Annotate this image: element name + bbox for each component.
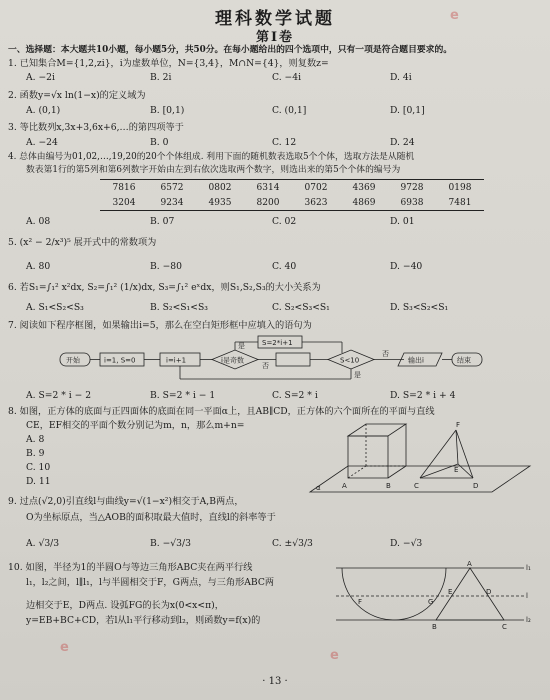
q8-stem-line1: 8. 如图，正方体的底面与正四面体的底面在同一平面α上，且AB∥CD，正方体的六个面所在的平面与直线 bbox=[8, 406, 435, 417]
q7-opt-b: B. S=2 * i − 1 bbox=[150, 390, 216, 401]
flow-end: 结束 bbox=[457, 356, 471, 365]
q9-opt-c: C. ±√3/3 bbox=[272, 538, 313, 549]
q9-stem-line1: 9. 过点(√2,0)引直线l与曲线y=√(1−x²)相交于A,B两点， bbox=[8, 496, 244, 507]
q5-stem: 5. (x² − 2/x³)⁵ 展开式中的常数项为 bbox=[8, 237, 157, 248]
q2-stem: 2. 函数y=√x ln(1−x)的定义域为 bbox=[8, 90, 146, 101]
table-row bbox=[100, 180, 484, 196]
q6-opt-a: A. S₁<S₂<S₃ bbox=[26, 302, 84, 313]
table-cell: 3623 bbox=[304, 197, 328, 208]
q5-opt-d: D. −40 bbox=[390, 261, 423, 272]
q4-opt-d: D. 01 bbox=[390, 216, 415, 227]
table-cell: 4935 bbox=[208, 197, 232, 208]
table-cell: 4369 bbox=[352, 182, 376, 193]
part-heading: 第Ⅰ卷 bbox=[255, 30, 295, 45]
q8-opt-a: A. 8 bbox=[26, 434, 45, 445]
watermark-logo: e bbox=[60, 640, 69, 655]
q8-figure bbox=[308, 416, 538, 496]
table-row bbox=[100, 195, 484, 211]
label-e: E bbox=[454, 466, 459, 474]
label-l2: l₂ bbox=[526, 616, 531, 624]
label-a: A bbox=[342, 482, 347, 490]
q3-opt-c: C. 12 bbox=[272, 137, 297, 148]
q7-opt-a: A. S=2 * i − 2 bbox=[26, 390, 92, 401]
flow-init: i=1, S=0 bbox=[104, 356, 136, 365]
q5-opt-a: A. 80 bbox=[26, 261, 51, 272]
q3-opt-a: A. −24 bbox=[26, 137, 58, 148]
table-cell: 0802 bbox=[208, 182, 232, 193]
page-number: · 13 · bbox=[262, 676, 288, 687]
table-cell: 0702 bbox=[304, 182, 328, 193]
table-cell: 9728 bbox=[400, 182, 424, 193]
q2-opt-c: C. (0,1] bbox=[272, 105, 307, 116]
q4-opt-b: B. 07 bbox=[150, 216, 175, 227]
watermark-logo: e bbox=[450, 8, 459, 23]
q7-opt-d: D. S=2 * i + 4 bbox=[390, 390, 456, 401]
label-c: C bbox=[502, 623, 507, 631]
q10-line2: l₁，l₂之间，l∥l₁，l与半圆相交于F，G两点，与三角形ABC两 bbox=[26, 577, 275, 588]
label-l: l bbox=[526, 592, 528, 600]
table-cell: 6314 bbox=[256, 182, 280, 193]
label-l1: l₁ bbox=[526, 564, 531, 572]
q8-stem-line2: CE，EF相交的平面个数分别记为m，n，那么m+n= bbox=[26, 420, 245, 431]
table-cell: 7816 bbox=[112, 182, 136, 193]
q6-opt-b: B. S₂<S₁<S₃ bbox=[150, 302, 208, 313]
q10-line3: 边相交于E，D两点. 设弧FG的长为x(0<x<π)， bbox=[26, 600, 224, 611]
page-title: 理科数学试题 bbox=[215, 9, 335, 29]
q10-line4: y=EB+BC+CD，若l从l₁平行移动到l₂，则函数y=f(x)的 bbox=[26, 615, 261, 626]
q2-opt-d: D. [0,1] bbox=[390, 105, 425, 116]
q8-opt-b: B. 9 bbox=[26, 448, 45, 459]
q4-opt-c: C. 02 bbox=[272, 216, 297, 227]
q9-opt-b: B. −√3/3 bbox=[150, 538, 191, 549]
table-cell: 8200 bbox=[256, 197, 280, 208]
label-d: D bbox=[473, 482, 479, 490]
q8-opt-d: D. 11 bbox=[26, 476, 51, 487]
flow-no-label-2: 否 bbox=[382, 350, 389, 358]
q1-opt-c: C. −4i bbox=[272, 72, 302, 83]
q8-opt-c: C. 10 bbox=[26, 462, 51, 473]
q2-opt-a: A. (0,1) bbox=[26, 105, 61, 116]
flow-output: 输出i bbox=[408, 356, 424, 365]
flow-yes-label: 是 bbox=[238, 342, 245, 350]
flow-s-odd: S=2*i+1 bbox=[262, 339, 293, 347]
label-f: F bbox=[358, 598, 363, 606]
flowchart bbox=[0, 335, 550, 395]
q6-opt-c: C. S₂<S₃<S₁ bbox=[272, 302, 330, 313]
q4-stem-line2: 数表第1行的第5列和第6列数字开始由左到右依次选取两个数字，则选出来的第5个个体的编号为 bbox=[26, 165, 401, 175]
q3-stem: 3. 等比数列x,3x+3,6x+6,…的第四项等于 bbox=[8, 122, 184, 133]
q3-opt-b: B. 0 bbox=[150, 137, 169, 148]
q5-opt-b: B. −80 bbox=[150, 261, 182, 272]
q1-opt-d: D. 4i bbox=[390, 72, 412, 83]
label-d: D bbox=[486, 588, 492, 596]
q7-stem: 7. 阅读如下程序框图，如果输出i=5，那么在空白矩形框中应填入的语句为 bbox=[8, 320, 312, 331]
q6-stem: 6. 若S₁=∫₁² x²dx, S₂=∫₁² (1/x)dx, S₃=∫₁² eˣdx，则S₁,S₂,S₃的大小关系为 bbox=[8, 282, 321, 293]
label-c: C bbox=[414, 482, 419, 490]
q3-opt-d: D. 24 bbox=[390, 137, 415, 148]
q6-opt-d: D. S₃<S₂<S₁ bbox=[390, 302, 449, 313]
label-g: G bbox=[428, 598, 434, 606]
q4-opt-a: A. 08 bbox=[26, 216, 51, 227]
q2-opt-b: B. [0,1) bbox=[150, 105, 185, 116]
label-b: B bbox=[386, 482, 391, 490]
watermark-logo: e bbox=[330, 648, 339, 663]
table-cell: 7481 bbox=[448, 197, 472, 208]
flow-cond-s: S<10 bbox=[340, 356, 360, 365]
table-cell: 4869 bbox=[352, 197, 376, 208]
table-cell: 0198 bbox=[448, 182, 472, 193]
q9-stem-line2: O为坐标原点，当△AOB的面积取最大值时，直线l的斜率等于 bbox=[26, 512, 276, 523]
table-cell: 3204 bbox=[112, 197, 136, 208]
q5-opt-c: C. 40 bbox=[272, 261, 297, 272]
q10-figure bbox=[336, 560, 536, 632]
q10-line1: 10. 如图，半径为1的半圆O与等边三角形ABC夹在两平行线 bbox=[8, 562, 253, 573]
label-f: F bbox=[456, 421, 461, 429]
q9-opt-a: A. √3/3 bbox=[26, 538, 60, 549]
flow-no-label: 否 bbox=[262, 362, 269, 370]
q1-opt-b: B. 2i bbox=[150, 72, 172, 83]
q7-opt-c: C. S=2 * i bbox=[272, 390, 318, 401]
label-a: A bbox=[467, 560, 472, 568]
q1-opt-a: A. −2i bbox=[26, 72, 55, 83]
flow-increment: i=i+1 bbox=[166, 356, 187, 365]
flow-start: 开始 bbox=[66, 356, 80, 365]
q1-stem: 1. 已知集合M={1,2,zi}，i为虚数单位，N={3,4}，M∩N={4}，则复数z= bbox=[8, 58, 329, 69]
q9-opt-d: D. −√3 bbox=[390, 538, 423, 549]
flow-yes-label-2: 是 bbox=[354, 371, 361, 379]
table-cell: 6938 bbox=[400, 197, 424, 208]
table-cell: 6572 bbox=[160, 182, 184, 193]
q4-stem-line1: 4. 总体由编号为01,02,…,19,20的20个个体组成. 利用下面的随机数表选取5个个体，选取方法是从随机 bbox=[8, 152, 415, 162]
label-b: B bbox=[432, 623, 437, 631]
label-e: E bbox=[448, 588, 453, 596]
label-alpha: α bbox=[316, 484, 321, 492]
flow-cond-odd: i是奇数 bbox=[221, 356, 244, 365]
section-intro: 一、选择题：本大题共10小题，每小题5分，共50分。在每小题给出的四个选项中，只有一项是符合题目要求的。 bbox=[8, 45, 453, 55]
table-cell: 9234 bbox=[160, 197, 184, 208]
random-number-table bbox=[100, 179, 484, 211]
